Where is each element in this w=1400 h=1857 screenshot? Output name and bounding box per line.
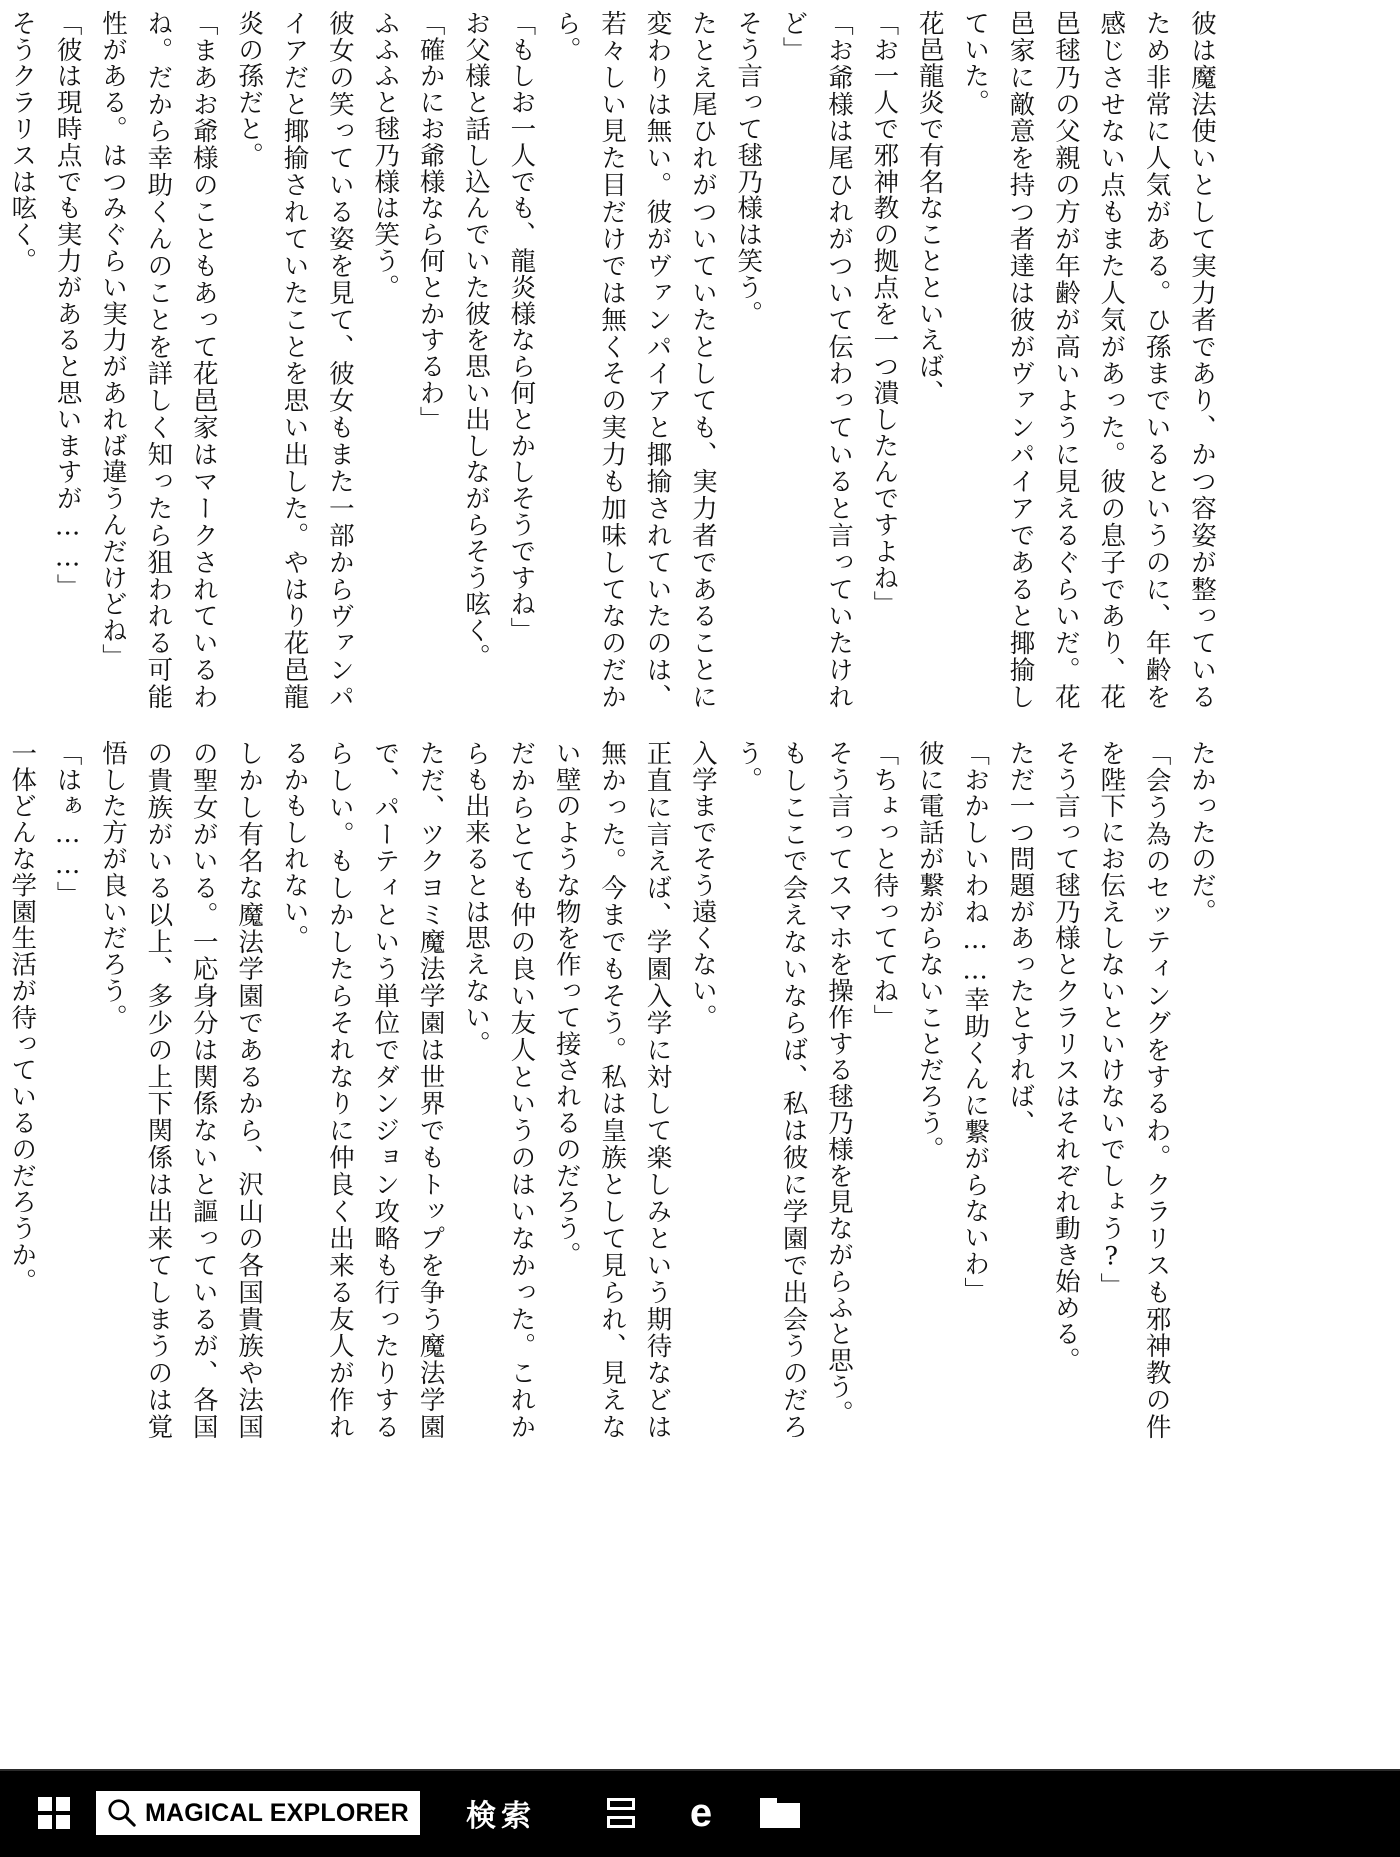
taskbar [0,1769,1400,1857]
novel-paragraph: 「お爺様は尾ひれがついて伝わっていると言っていたけれど」 [778,10,854,710]
novel-paragraph: ただ一つ問題があったとすれば、 [1005,740,1036,1136]
novel-paragraph: 入学までそう遠くない。 [687,740,718,1031]
novel-paragraph: そう言って毬乃様は笑う。 [733,10,764,327]
novel-paragraph: 「ちょっと待っててね」 [869,740,900,1031]
novel-paragraph: たとえ尾ひれがついていたとしても、実力者であることに変わりは無い。彼がヴァンパイアと揶揄されていたのは、若々しい見た目だけでは無くその実力も加味してなのだから。 [551,10,718,710]
novel-paragraph: 「もしお一人でも、龍炎様なら何とかしそうですね」 [506,10,537,644]
edge-browser-button[interactable] [678,1783,724,1843]
novel-paragraph: そうクラリスは呟く。 [7,10,38,274]
windows-grid-icon [38,1797,70,1829]
novel-paragraph: そう言って毬乃様とクラリスはそれぞれ動き始める。 [1050,740,1081,1374]
novel-paragraph: 彼女の笑っている姿を見て、彼女もまた一部からヴァンパイアだと揶揄されていたことを思い出した。やはり花邑龍炎の孫だと。 [234,10,355,710]
novel-paragraph: ふふふと毬乃様は笑う。 [370,10,401,301]
search-label[interactable]: 検索 [466,1799,536,1834]
file-explorer-button[interactable] [754,1783,806,1843]
novel-paragraph: 「彼は現時点でも実力があると思いますが……」 [52,10,83,600]
search-icon [105,1796,139,1830]
search-input[interactable] [96,1791,420,1835]
novel-text-lower-block [7,740,1224,1440]
novel-paragraph: ただ、ツクヨミ魔法学園は世界でもトップを争う魔法学園で、パーティという単位でダンジョン攻略も行ったりするらしい。もしかしたらそれなりに仲良く出来る友人が作れるかもしれない。 [279,740,446,1440]
novel-paragraph: そう言ってスマホを操作する毬乃様を見ながらふと思う。 [824,740,854,1427]
novel-paragraph: だからとても仲の良い友人というのはいなかった。これからも出来るとは思えない。 [461,740,537,1440]
novel-paragraph: 「会う為のセッティングをするわ。クラリスも邪神教の件を陛下にお伝えしないといけないでしょう?」 [1096,740,1172,1440]
novel-paragraph: もしここで会えないならば、私は彼に学園で出会うのだろう。 [733,740,809,1440]
novel-paragraph: 花邑龍炎で有名なことといえば、 [914,10,945,406]
task-view-button[interactable] [598,1783,644,1843]
novel-paragraph: 「はぁ……」 [52,740,83,908]
novel-paragraph: 一体どんな学園生活が待っているのだろうか。 [7,740,38,1295]
novel-paragraph: 「おかしいわね……幸助くんに繋がらないわ」 [960,740,991,1304]
task-view-icon [607,1798,635,1828]
novel-paragraph: 「お一人で邪神教の拠点を一つ潰したんですよね」 [869,10,900,618]
novel-paragraph: 彼に電話が繋がらないことだろう。 [914,740,945,1163]
edge-icon: e [689,1791,713,1835]
novel-paragraph: お父様と話し込んでいた彼を思い出しながらそう呟く。 [461,10,491,670]
search-input-value: MAGICAL EXPLORER [145,1798,409,1827]
novel-paragraph: たかったのだ。 [1187,740,1217,925]
novel-paragraph: しかし有名な魔法学園であるから、沢山の各国貴族や法国の聖女がいる。一応身分は関係ないと謳っているが、各国の貴族がいる以上、多少の上下関係は出来てしまうのは覚悟した方が良いだろう。 [98,740,265,1440]
taskbar-divider [0,1769,1400,1771]
novel-paragraph: 正直に言えば、学園入学に対して楽しみという期待などは無かった。今までもそう。私は皇族として見られ、見えない壁のような物を作って接されるのだろう。 [551,740,673,1440]
folder-icon [760,1798,800,1828]
novel-text-upper-block [7,10,1224,710]
start-button[interactable] [26,1783,82,1843]
novel-paragraph: 「確かにお爺様なら何とかするわ」 [415,10,446,433]
novel-paragraph: 彼は魔法使いとして実力者であり、かつ容姿が整っているため非常に人気がある。ひ孫までいるというのに、年齢を感じさせない点もまた人気があった。彼の息子であり、花邑毬乃の父親の方が年齢が高いように見えるぐらいだ。花邑家に敵意を持つ者達は彼がヴァンパイアであると揶揄していた。 [960,10,1217,710]
novel-paragraph: 「まあお爺様のこともあって花邑家はマークされているわね。だから幸助くんのことを詳しく知ったら狙われる可能性がある。はつみぐらい実力があれば違うんだけどね」 [98,10,219,710]
